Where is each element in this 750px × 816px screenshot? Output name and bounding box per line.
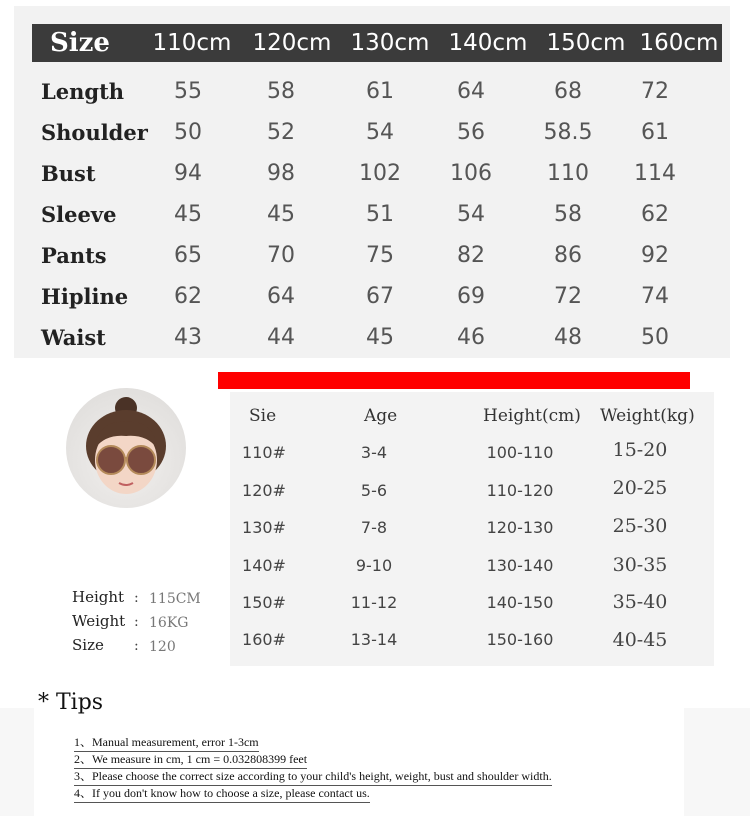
model-weight	[72, 612, 222, 636]
size-header-150: 150cm	[546, 30, 626, 56]
cell: 58.5	[543, 120, 593, 145]
cell-size: 150#	[242, 593, 286, 612]
cell-age: 3-4	[360, 443, 388, 462]
measurement-table	[14, 6, 730, 358]
cell-age: 11-12	[350, 593, 398, 612]
cell: 69	[457, 284, 485, 309]
measurement-row-length	[14, 72, 730, 112]
cell: 55	[174, 79, 202, 104]
cell-size: 130#	[242, 518, 286, 537]
cell-weight: 35-40	[612, 591, 668, 613]
row-label: Waist	[41, 325, 106, 350]
cell: 46	[457, 325, 485, 350]
weight-label: Weight	[72, 612, 126, 630]
cell: 44	[267, 325, 295, 350]
model-photo	[66, 388, 186, 508]
size-header-120: 120cm	[252, 30, 332, 56]
model-size	[72, 636, 222, 660]
cell-age: 7-8	[360, 518, 388, 537]
height-value: 115CM	[149, 591, 201, 607]
measurement-row-shoulder	[14, 113, 730, 153]
age-size-table	[230, 392, 714, 666]
size-header-label: Size	[50, 28, 110, 58]
cell: 114	[634, 161, 676, 186]
cell-weight: 25-30	[612, 515, 668, 537]
cell: 86	[554, 243, 582, 268]
cell-weight: 15-20	[612, 439, 668, 461]
cell: 45	[366, 325, 394, 350]
cell-age: 5-6	[360, 481, 388, 500]
cell: 56	[457, 120, 485, 145]
tip-item: 4、If you don't know how to choose a size, please contact us.	[74, 784, 370, 803]
tip-item: 1、Manual measurement, error 1-3cm	[74, 733, 259, 752]
red-accent-bar	[218, 372, 690, 389]
tip-item: 3、Please choose the correct size according to your child's height, weight, bust and shoulder width.	[74, 767, 552, 786]
cell-age: 13-14	[350, 630, 398, 649]
cell-height: 150-160	[486, 630, 554, 649]
cell-size: 140#	[242, 556, 286, 575]
header-age: Age	[364, 406, 398, 426]
cell: 70	[267, 243, 295, 268]
size-label: Size	[72, 636, 104, 654]
cell: 61	[366, 79, 394, 104]
cell: 65	[174, 243, 202, 268]
size-header-110: 110cm	[152, 30, 232, 56]
cell: 50	[641, 325, 669, 350]
cell: 48	[554, 325, 582, 350]
cell: 74	[641, 284, 669, 309]
cell: 62	[174, 284, 202, 309]
measurement-table-header	[32, 24, 722, 62]
cell: 106	[450, 161, 492, 186]
model-height	[72, 588, 222, 612]
cell: 98	[267, 161, 295, 186]
row-label: Length	[41, 79, 125, 104]
row-label: Sleeve	[41, 202, 117, 227]
cell-size: 110#	[242, 443, 286, 462]
header-size: Sie	[249, 406, 277, 426]
cell-height: 100-110	[486, 443, 554, 462]
size-header-130: 130cm	[350, 30, 430, 56]
cell: 94	[174, 161, 202, 186]
cell: 54	[457, 202, 485, 227]
colon: :	[134, 614, 139, 630]
size-header-140: 140cm	[448, 30, 528, 56]
cell: 67	[366, 284, 394, 309]
background-blur	[0, 708, 34, 816]
girl-with-sunglasses-illustration	[66, 388, 186, 508]
size-header-160: 160cm	[639, 30, 719, 56]
cell: 92	[641, 243, 669, 268]
cell-size: 120#	[242, 481, 286, 500]
cell-weight: 20-25	[612, 477, 668, 499]
cell: 72	[641, 79, 669, 104]
cell: 58	[554, 202, 582, 227]
cell: 75	[366, 243, 394, 268]
row-label: Bust	[41, 161, 96, 186]
tip-item: 2、We measure in cm, 1 cm = 0.032808399 feet	[74, 750, 307, 769]
cell: 102	[359, 161, 401, 186]
measurement-row-hipline	[14, 277, 730, 317]
cell: 64	[457, 79, 485, 104]
cell-height: 120-130	[486, 518, 554, 537]
cell-size: 160#	[242, 630, 286, 649]
cell: 45	[267, 202, 295, 227]
background-blur	[684, 708, 750, 816]
header-weight: Weight(kg)	[600, 406, 695, 426]
size-value: 120	[149, 639, 176, 655]
cell: 72	[554, 284, 582, 309]
cell-height: 140-150	[486, 593, 554, 612]
cell: 51	[366, 202, 394, 227]
row-label: Shoulder	[41, 120, 148, 145]
measurement-row-sleeve	[14, 195, 730, 235]
cell: 110	[547, 161, 589, 186]
cell-height: 110-120	[486, 481, 554, 500]
colon: :	[134, 638, 139, 654]
header-height: Height(cm)	[483, 406, 581, 426]
tips-title: * Tips	[38, 690, 104, 715]
colon: :	[134, 590, 139, 606]
cell: 43	[174, 325, 202, 350]
weight-value: 16KG	[149, 615, 189, 631]
cell: 68	[554, 79, 582, 104]
cell: 62	[641, 202, 669, 227]
row-label: Pants	[41, 243, 107, 268]
cell: 82	[457, 243, 485, 268]
cell-age: 9-10	[355, 556, 393, 575]
row-label: Hipline	[41, 284, 129, 309]
cell: 52	[267, 120, 295, 145]
cell: 64	[267, 284, 295, 309]
cell: 54	[366, 120, 394, 145]
measurement-row-waist	[14, 318, 730, 358]
measurement-row-bust	[14, 154, 730, 194]
cell: 45	[174, 202, 202, 227]
cell: 50	[174, 120, 202, 145]
measurement-row-pants	[14, 236, 730, 276]
cell: 58	[267, 79, 295, 104]
cell-weight: 30-35	[612, 554, 668, 576]
height-label: Height	[72, 588, 125, 606]
cell-weight: 40-45	[612, 629, 668, 651]
cell: 61	[641, 120, 669, 145]
cell-height: 130-140	[486, 556, 554, 575]
